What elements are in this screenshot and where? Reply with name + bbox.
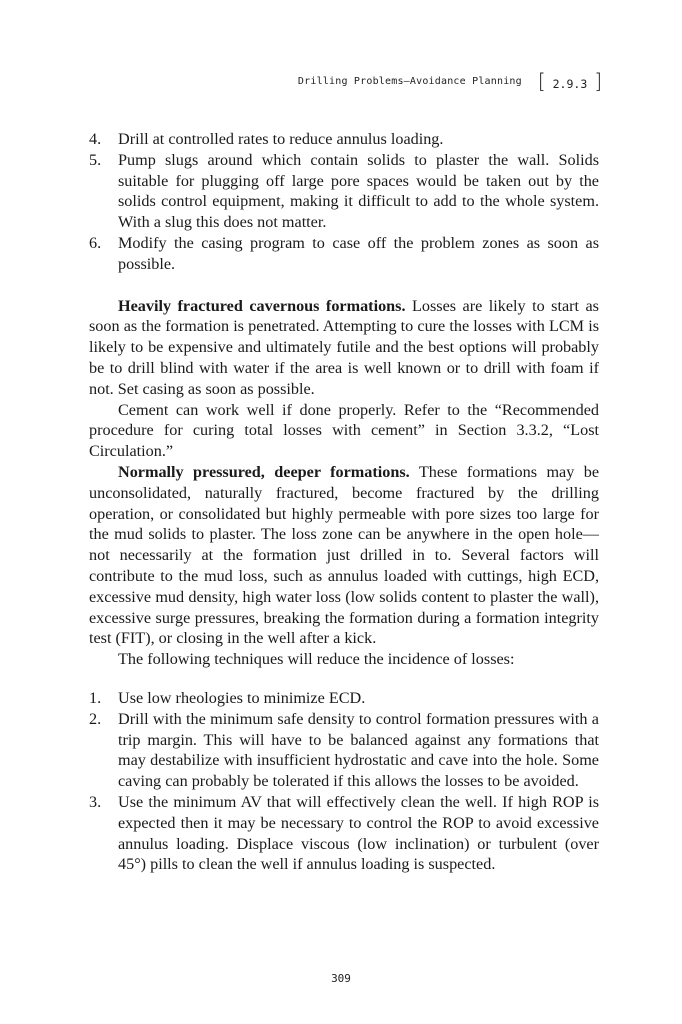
list-item-text: Pump slugs around which contain solids to plaster the wall. Solids suitable for plugging off large pore spaces would be taken out by the solids control equipment, making it difficult to add to the whole system. With a slug this does not matter. [118, 150, 599, 232]
section-number-box [538, 71, 602, 91]
page-number: 309 [331, 972, 351, 985]
page-body [89, 129, 599, 875]
list-item-text: Use low rheologies to minimize ECD. [118, 688, 366, 707]
list-item [89, 233, 599, 275]
paragraph-cement [89, 400, 599, 462]
page-header [298, 71, 602, 91]
list-item-text: Drill with the minimum safe density to control formation pressures with a trip margin. This will have to be balanced against any formations that may destabilize with insufficient hydrostatic and cave into the hole. Some caving can probably be tolerated if this allows the losses to be avoided. [118, 709, 599, 791]
list-number: 2. [89, 709, 102, 728]
paragraph-text: The following techniques will reduce the incidence of losses: [118, 650, 515, 669]
bracket-open: [ [537, 69, 546, 93]
section-number: 2.9.3 [552, 77, 588, 91]
list-item-text: Drill at controlled rates to reduce annulus loading. [118, 130, 444, 148]
list-item [89, 150, 599, 233]
paragraph-text: These formations may be unconsolidated, naturally fractured, become fractured by the drilling operation, or consolidated but highly permeable with pore sizes too large for the mud solids to plaster. The loss zone can be anywhere in the open hole—not necessarily at the formation just drilled in to. Several factors will contribute to the mud loss, such as annulus loaded with cuttings, high ECD, excessive mud density, high water loss (low solids content to plaster the wall), excessive surge pressures, breaking the formation during a formation integrity test (FIT), or closing in the well after a kick. [89, 462, 600, 648]
running-head: Drilling Problems—Avoidance Planning [297, 75, 522, 87]
run-in-heading: Normally pressured, deeper formations. [118, 462, 410, 481]
list-item [89, 688, 599, 709]
paragraph-text: Losses are likely to start as soon as the formation is penetrated. Attempting to cure the losses with LCM is likely to be expensive and ultimately futile and the best options will probably be to drill blind with water if the area is well known or to drill with foam if not. Set casing as soon as possible. [89, 296, 599, 398]
list-number: 1. [89, 688, 102, 707]
paragraph-text: Cement can work well if done properly. Refer to the “Recommended procedure for curing total losses with cement” in Section 3.3.2, “Lost Circulation.” [89, 400, 599, 461]
list-item-text: Use the minimum AV that will effectively clean the well. If high ROP is expected then it may be necessary to control the ROP to avoid excessive annulus loading. Displace viscous (low inclination) or turbulent (over 45°) pills to clean the well if annulus loading is suspected. [118, 792, 599, 874]
list-number: 3. [89, 792, 102, 811]
numbered-list-bottom [89, 688, 599, 875]
bracket-close: ] [594, 69, 602, 93]
run-in-heading: Heavily fractured cavernous formations. [118, 296, 406, 315]
paragraph-fractured-cavernous [89, 296, 599, 400]
list-number: 5. [89, 150, 102, 169]
list-number: 6. [89, 233, 102, 252]
list-item-text: Modify the casing program to case off the problem zones as soon as possible. [118, 233, 599, 273]
list-item [89, 129, 599, 150]
numbered-list-top [89, 129, 599, 275]
list-item [89, 792, 599, 875]
list-number: 4. [89, 130, 102, 148]
paragraph-normally-pressured [89, 462, 599, 649]
list-item [89, 709, 599, 792]
paragraph-techniques-intro [89, 649, 599, 670]
